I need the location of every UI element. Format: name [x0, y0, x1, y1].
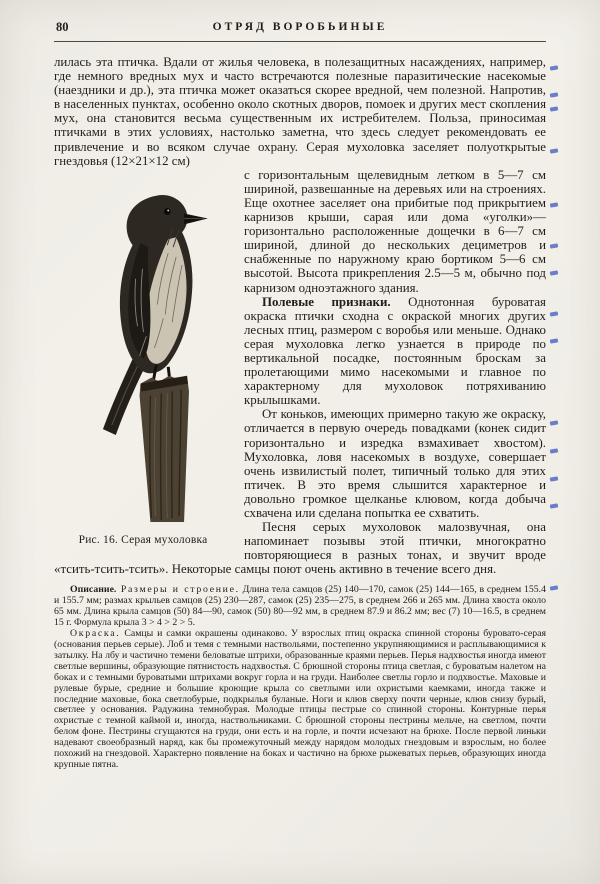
paragraph-song: Песня серых мухоловок малозвучная, она напоминает позывы этой птички, многократно повторяющиеся в разных тонах, и звучит вроде «тсить-тсить-тсить». Некоторые самцы поют очень активно в течение всего дня. — [54, 520, 546, 577]
scan-mark — [550, 338, 559, 343]
paragraph-nestbox: с горизонтальным щелевидным летком в 5—7 см шириной, развешанные на деревьях или на строениях. Еще охотнее заселяет она прибитые под прикрытием карнизов крыши, сарая или дома «уголки»—горизонтально расположенные дощечки в 6—7 см шириной, длиной до нескольких дециметров и снабженные по наружному краю бортиком 5—6 см высотой. Высота прикрепления 2.5—5 м, обычно под карнизом одноэтажного здания. — [244, 167, 546, 295]
paragraph-intro: лилась эта птичка. Вдали от жилья человека, в полезащитных насаждениях, например, где немного вредных мух и часто встречаются полезные паразитические насекомые (наездники и др.), эта птичка может оказаться скорее вредной, чем полезной. Напротив, в населенных пунктах, особенно около скотных дворов, помоек и других мест скопления мух, она становится весьма существенным их истребителем. Польза, приносимая птичками в этих условиях, настолько заметна, что здесь следует рекомендовать ее привлечение и во всяком случае охрану. Серая мухоловка заселяет полуоткрытые гнездовья (12×21×12 см) — [54, 55, 546, 168]
coloration-text: Самцы и самки окрашены одинаково. У взрослых птиц окраска спинной стороны буровато-серая (основания перьев серые). Лоб и темя с темными наствольями, постепенно укрупняющимися и расплывающимися к затылку. На лбу и частично темени беловатые штрихи, образованные краями перьев. Перья надхвостья иногда имеют светлые вершины, образующие пятнистость надхвостья. С брюшной стороны птица светлая, с буроватым налетом на боках и с темными буроватыми штрихами вокруг горла и на груди. Наиболее светлы горло и подхвостье. Маховые и рулевые бурые, средние и большие кроющие крыла со светлыми или охристыми каемками, иногда также и последние маховые, бока светлобурые, подкрылья буланые. Ноги и клюв сверху почти черные, клюв снизу бурый, светлее у основания. Радужина темнобурая. Молодые птицы пестрые со спинной стороны. Контурные перья охристые с темной каймой и, иногда, наствольниками. С брюшной стороны пестрины мельче, на светлом, почти белом фоне. Пестрины сгущаются на груди, они есть и на горле, и почти исчезают на брюхе. После первой линьки надевают своеобразный наряд, как бы промежуточный между нарядом молодых гнездовым и взрослым, но более похожий на гнездовой. Характерно появление на боках и частично на брюхе рыжеватых перьев, образующих иногда крупные пятна. — [54, 628, 546, 770]
scan-mark — [550, 585, 559, 590]
page-body — [54, 55, 546, 576]
scan-mark — [550, 311, 559, 316]
scan-mark — [550, 65, 559, 70]
scan-mark — [550, 92, 559, 97]
scan-mark — [550, 420, 559, 425]
scan-mark — [550, 202, 559, 207]
coloration-lead: Окраска. — [70, 628, 121, 640]
scan-mark — [550, 270, 559, 275]
paragraph-pipits: От коньков, имеющих примерно такую же окраску, отличается в первую очередь повадками (конек сидит горизонтально и изредка взмахивает хвостом). Мухоловка, ловя насекомых в воздухе, совершает очень извилистый полет, типичный только для этих птичек. В это время слышится характерное и довольно громкое щелканье клювом, когда добыча схвачена или сделана попытка ее схватить. — [244, 407, 546, 520]
flycatcher-illustration-icon — [56, 170, 230, 526]
scan-mark — [550, 106, 559, 111]
figure-caption: Рис. 16. Серая мухоловка — [78, 533, 208, 546]
header-rule — [54, 41, 546, 42]
scan-mark — [550, 448, 559, 453]
field-marks-lead: Полевые признаки. — [262, 294, 391, 309]
running-title: ОТРЯД ВОРОБЬИНЫЕ — [212, 21, 388, 33]
page-number: 80 — [56, 20, 69, 34]
size-structure-lead: Размеры и строение. — [116, 584, 240, 596]
scan-mark — [550, 503, 559, 508]
size-structure-text: Длина тела самцов (25) 140—170, самок (25) 144—165, в среднем 155.4 и 155.7 мм; размах крыльев самцов (25) 230—287, самок (25) 235—275, в среднем 266 и 265 мм. Длина хвоста около 65 мм. Длина крыла самцов (50) 84—90, самок (50) 80—92 мм, в среднем 87.9 и 86.2 мм; вес (7) 10—16.5, в среднем 15 г. Формула крыла 3 > 4 > 2 > 5. — [54, 584, 546, 629]
scan-mark — [550, 148, 559, 153]
scan-mark — [550, 243, 559, 248]
page-header — [54, 20, 546, 37]
figure-flycatcher — [56, 170, 230, 547]
scan-mark — [550, 476, 559, 481]
description-size-paragraph — [54, 585, 546, 629]
description-lead: Описание. — [70, 584, 117, 596]
description-section — [54, 585, 546, 770]
description-color-paragraph — [54, 629, 546, 771]
field-marks-text: Однотонная буроватая окраска птички сходна с окраской многих других лесных птиц, размером с воробья или меньше. Однако серая мухоловка легко узнается в природе по вертикальной посадке, постоянным броскам за пролетающими мимо насекомыми и главное по характерному для мухоловок потряхиванию крылышками. — [244, 294, 546, 408]
